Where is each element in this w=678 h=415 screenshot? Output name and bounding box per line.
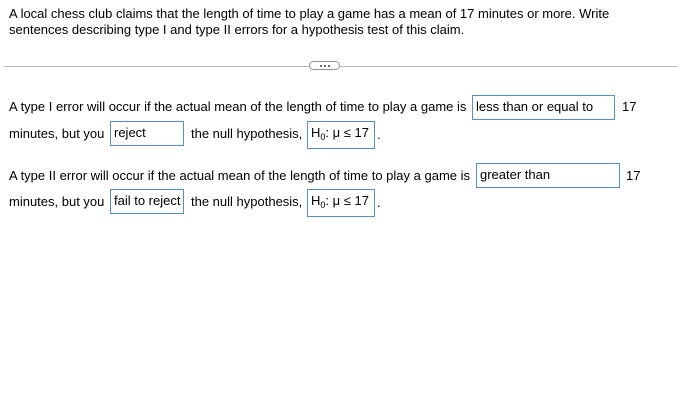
type1-relation-answer[interactable]: less than or equal to <box>472 95 615 120</box>
type2-action-answer[interactable]: fail to reject <box>110 189 184 214</box>
type2-period: . <box>377 195 381 210</box>
hypothesis-sub: 0 <box>320 132 326 142</box>
type2-hypothesis-answer[interactable] <box>307 189 375 217</box>
hypothesis-sub: 0 <box>320 200 326 210</box>
type1-value: 17 <box>622 99 637 114</box>
type2-relation-answer[interactable]: greater than <box>476 163 620 188</box>
type2-value: 17 <box>626 168 641 183</box>
type1-sentence-start: A type I error will occur if the actual mean of the length of time to play a game is <box>9 99 467 114</box>
type1-null-text: the null hypothesis, <box>191 126 303 141</box>
hypothesis-h: H <box>311 125 321 140</box>
hypothesis-rest: : μ ≤ 17 <box>325 193 369 208</box>
question-text: A local chess club claims that the length of time to play a game has a mean of 17 minutes or more. Write sentences describing type I and type II errors for a hypothesis test of this claim. <box>9 6 610 37</box>
ellipsis-icon <box>320 65 330 67</box>
type2-sentence-start: A type II error will occur if the actual mean of the length of time to play a game is <box>9 168 471 183</box>
type1-action-answer[interactable]: reject <box>110 121 184 146</box>
divider <box>4 66 678 67</box>
type1-period: . <box>377 127 381 142</box>
type2-minutes-text: minutes, but you <box>9 194 105 209</box>
type2-null-text: the null hypothesis, <box>191 194 303 209</box>
type1-hypothesis-answer[interactable] <box>307 121 375 149</box>
type1-minutes-text: minutes, but you <box>9 126 105 141</box>
show-more-button[interactable] <box>309 61 340 70</box>
hypothesis-rest: : μ ≤ 17 <box>325 125 369 140</box>
hypothesis-h: H <box>311 193 321 208</box>
